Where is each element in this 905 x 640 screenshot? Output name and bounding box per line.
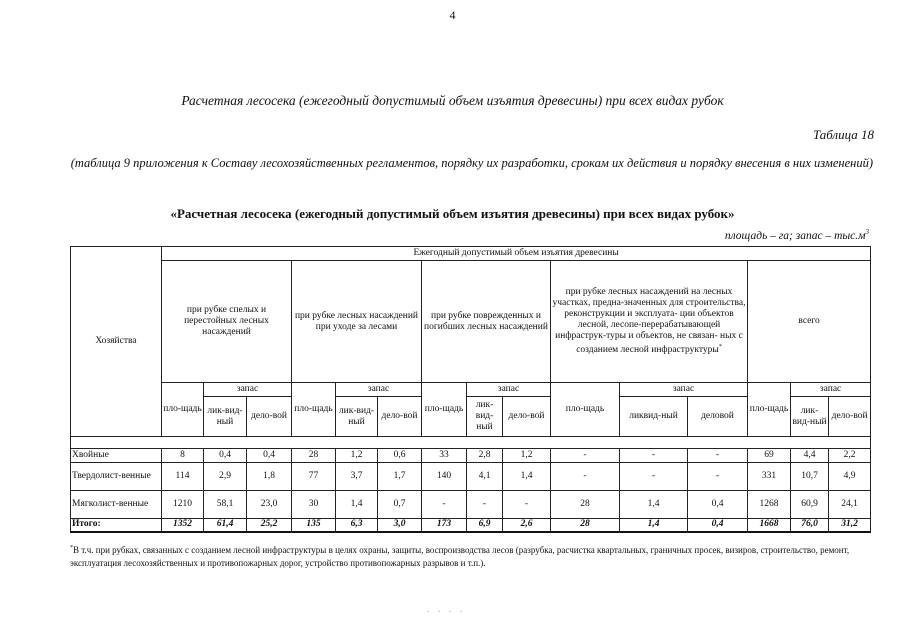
cell: 2,9 (204, 463, 247, 491)
header-liquid: лик-вид-ный (204, 397, 247, 437)
cell: 3,7 (336, 463, 378, 491)
total-cell: 135 (292, 519, 336, 532)
header-area: пло-щадь (292, 383, 336, 437)
cell: 0,6 (378, 449, 422, 463)
header-business: дело-вой (829, 397, 871, 437)
header-stock: запас (620, 383, 748, 397)
header-business: дело-вой (503, 397, 551, 437)
header-stock: запас (467, 383, 551, 397)
cell: 23,0 (247, 491, 292, 519)
harvest-table (70, 246, 871, 533)
total-cell: 6,3 (336, 519, 378, 532)
cell: 1,4 (336, 491, 378, 519)
table-label: Таблица 18 (812, 127, 874, 142)
total-cell: 2,6 (503, 519, 551, 532)
footnote-marker: * (70, 545, 73, 551)
header-infra (551, 261, 748, 383)
header-farms: Хозяйства (71, 247, 162, 437)
header-stock: запас (791, 383, 871, 397)
units-text: площадь – га; запас – тыс.м (724, 229, 866, 242)
total-label: Итого: (71, 519, 162, 532)
cell: 10,7 (791, 463, 829, 491)
cell: - (688, 449, 748, 463)
table-row (71, 463, 871, 491)
spacer-row (71, 437, 871, 449)
total-cell: 6,9 (467, 519, 503, 532)
cell: - (503, 491, 551, 519)
cell: 1210 (162, 491, 204, 519)
cell: 140 (422, 463, 467, 491)
cell: 24,1 (829, 491, 871, 519)
cell: 30 (292, 491, 336, 519)
header-damaged: при рубке поврежденных и погибших лесных насаждений (422, 261, 551, 383)
header-total: всего (748, 261, 871, 383)
total-cell: 28 (551, 519, 620, 532)
cell: 4,1 (467, 463, 503, 491)
header-area: пло-щадь (748, 383, 791, 437)
total-cell: 25,2 (247, 519, 292, 532)
header-liquid: лик-вид-ный (791, 397, 829, 437)
row-name: Хвойные (71, 449, 162, 463)
header-annual: Ежегодный допустимый объем изъятия древесины (162, 247, 871, 261)
header-liquid: лик-вид-ный (467, 397, 503, 437)
cell: 1,7 (378, 463, 422, 491)
cell: 114 (162, 463, 204, 491)
header-infra-sup: * (718, 343, 722, 350)
cell: 1,4 (620, 491, 688, 519)
table-title: «Расчетная лесосека (ежегодный допустимый объем изъятия древесины) при всех видах рубок» (170, 206, 735, 221)
header-area: пло-щадь (422, 383, 467, 437)
cell: 28 (551, 491, 620, 519)
total-cell: 0,4 (688, 519, 748, 532)
cell: - (620, 463, 688, 491)
header-infra-text: при рубке лесных насаждений на лесных участках, предна-значенных для строительства, реконструкции и эксплуата- ции объектов лесной, лесопе-перерабатывающей инфраструк-туры и объектов, не связан- ных с созданием лесной инфраструктуры (552, 286, 746, 356)
scan-dots: . . . . (427, 604, 466, 615)
cell: 60,9 (791, 491, 829, 519)
cell: 4,9 (829, 463, 871, 491)
cell: - (551, 449, 620, 463)
total-cell: 1668 (748, 519, 791, 532)
header-liquid: ликвид-ный (620, 397, 688, 437)
footnote (70, 542, 875, 570)
total-cell: 1,4 (620, 519, 688, 532)
table-note: (таблица 9 приложения к Составу лесохозяйственных регламентов, порядку их разработки, срокам их действия и порядку внесения в них изменений) (70, 156, 873, 170)
cell: 33 (422, 449, 467, 463)
caption-title: Расчетная лесосека (ежегодный допустимый объем изъятия древесины) при всех видах рубок (181, 93, 724, 108)
cell: - (467, 491, 503, 519)
total-cell: 76,0 (791, 519, 829, 532)
total-cell: 3,0 (378, 519, 422, 532)
cell: 2,2 (829, 449, 871, 463)
cell: - (620, 449, 688, 463)
header-liquid: лик-вид-ный (336, 397, 378, 437)
header-mature: при рубке спелых и перестойных лесных насаждений (162, 261, 292, 383)
total-cell: 61,4 (204, 519, 247, 532)
cell: 77 (292, 463, 336, 491)
row-name: Мягколист-венные (71, 491, 162, 519)
cell: 1,2 (503, 449, 551, 463)
header-stock: запас (204, 383, 292, 397)
table-row (71, 449, 871, 463)
header-care: при рубке лесных насаждений при уходе за лесами (292, 261, 422, 383)
cell: 1,2 (336, 449, 378, 463)
header-business: деловой (688, 397, 748, 437)
cell: 8 (162, 449, 204, 463)
page-number: 4 (449, 8, 456, 22)
cell: 1268 (748, 491, 791, 519)
units-superscript: 3 (865, 228, 869, 236)
total-cell: 31,2 (829, 519, 871, 532)
cell: 4,4 (791, 449, 829, 463)
row-name: Твердолист-венные (71, 463, 162, 491)
total-cell: 173 (422, 519, 467, 532)
cell: - (422, 491, 467, 519)
cell: - (551, 463, 620, 491)
cell: 1,4 (503, 463, 551, 491)
footnote-text: В т.ч. при рубках, связанных с созданием лесной инфраструктуры в целях охраны, защиты, воспроизводства лесов (разрубка, расчистка квартальных, граничных просек, визиров, строительство, ремонт, эксплуатация лесохозяйственных и противопожарных дорог, устройство противопожарных разрывов и т.п.). (70, 545, 850, 568)
header-business: дело-вой (378, 397, 422, 437)
total-row (71, 519, 871, 532)
cell: 0,4 (204, 449, 247, 463)
cell: - (688, 463, 748, 491)
cell: 28 (292, 449, 336, 463)
cell: 0,7 (378, 491, 422, 519)
header-stock: запас (336, 383, 422, 397)
total-cell: 1352 (162, 519, 204, 532)
cell: 331 (748, 463, 791, 491)
cell: 0,4 (247, 449, 292, 463)
cell: 58,1 (204, 491, 247, 519)
cell: 0,4 (688, 491, 748, 519)
table-row (71, 491, 871, 519)
units-label (725, 228, 869, 242)
header-area: пло-щадь (551, 383, 620, 437)
header-area: пло-щадь (162, 383, 204, 437)
header-business: дело-вой (247, 397, 292, 437)
cell: 69 (748, 449, 791, 463)
cell: 1,8 (247, 463, 292, 491)
cell: 2,8 (467, 449, 503, 463)
